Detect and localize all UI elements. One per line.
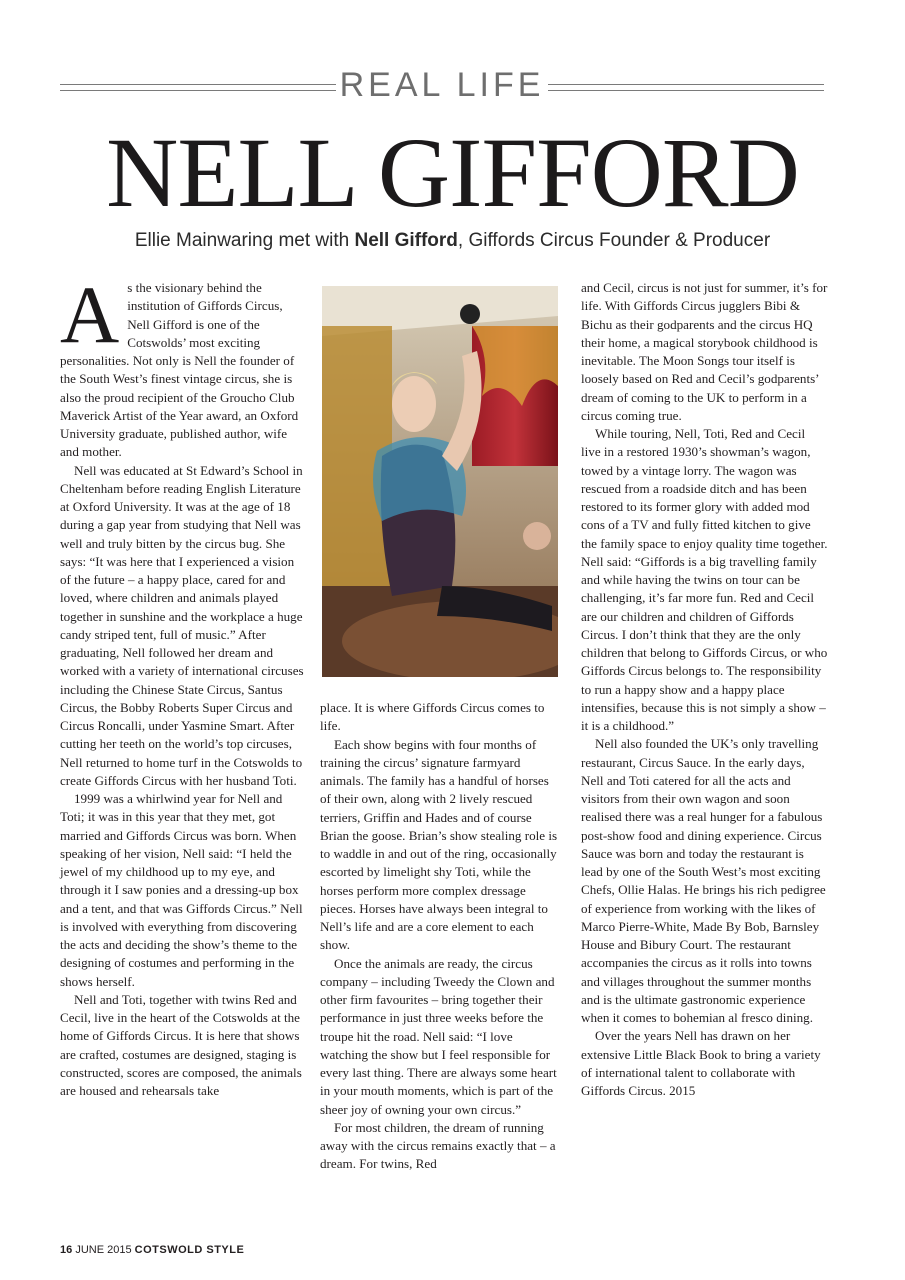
standfirst: [0, 230, 905, 252]
page-number: 16: [60, 1244, 73, 1256]
photo-nell-gifford-performing: [322, 286, 558, 677]
paragraph: Nell and Toti, together with twins Red and Cecil, live in the heart of the Cotswolds at the home of Giffords Circus. It is here that shows are crafted, costumes are designed, staging is constructed, scores are composed, the animals are housed and rehearsals take: [60, 991, 302, 1098]
magazine-name: COTSWOLD STYLE: [134, 1244, 245, 1256]
column-3: [581, 279, 828, 1100]
section-rule-right: [548, 84, 824, 85]
column-2: [320, 699, 563, 1174]
photo-illustration: [322, 286, 558, 677]
standfirst-before: Ellie Mainwaring met with: [134, 230, 355, 251]
paragraph: place. It is where Giffords Circus comes to life.: [320, 700, 545, 734]
standfirst-after: , Giffords Circus Founder & Producer: [457, 230, 771, 251]
paragraph: Nell was educated at St Edward’s School in Cheltenham before reading English Literature at Oxford University. It was at the age of 18 during a gap year from studying that Nell was well and truly bitten by the circus bug. She says: “It was here that I experienced a vision of the future – a happy place, cared for and loved, where children and animals played together in sunshine and the workplace a huge candy striped tent, full of music.” After graduating, Nell followed her dream and worked with a variety of international circuses including the Chinese State Circus, Santus Circus, the Bobby Roberts Super Circus and Circus Roncalli, under Yasmine Smart. After cutting her teeth on the world’s top circuses, Nell returned to home turf in the Cotswolds to create Giffords Circus with her husband Toti.: [60, 462, 304, 788]
paragraph: Nell also founded the UK’s only travelling restaurant, Circus Sauce. In the early days, Nell and Toti catered for all the acts and visitors from their own wagon and soon realised there was a real hunger for a fabulous post-show food and dining experience. Circus Sauce was born and today the restaurant is lead by one of the South West’s most exciting Chefs, Ollie Halas. He brings his rich pedigree of experience from working with the likes of Marco Pierre-White, Made By Bob, Barnsley House and Bibury Court. The restaurant accompanies the circus as it rolls into towns and villages throughout the summer months and is the ultimate gastronomic experience when it comes to bohemian al fresco dining.: [581, 736, 826, 1025]
paragraph-text: s the visionary behind the institution of Giffords Circus, Nell Gifford is one of the Cotswolds’ most exciting personalities. Not only is Nell the founder of the South West’s finest vintage circus, she is also the proud recipient of the Groucho Club Maverick Artist of the Year award, an Oxford University graduate, published author, wife and mother.: [60, 280, 299, 460]
paragraph: and Cecil, circus is not just for summer, it’s for life. With Giffords Circus jugglers Bibi & Bichu as their godparents and the circus HQ their home, a magical storybook childhood is inevitable. The Moon Songs tour itself is loosely based on Red and Cecil’s godparents’ dream of coming to the UK to perform in a circus coming true.: [581, 280, 828, 423]
column-1: [60, 269, 305, 1100]
page-footer: [60, 1244, 244, 1256]
drop-cap: A: [60, 269, 120, 360]
paragraph: [60, 269, 305, 462]
paragraph: 1999 was a whirlwind year for Nell and Toti; it was in this year that they met, got married and Giffords Circus was born. When speaking of her vision, Nell said: “I held the jewel of my childhood up to my eye, and through it I saw ponies and a dressing-up box and a tent, and that was Giffords Circus.” Nell is involved with everything from discovering the acts and deciding the show’s theme to the designing of costumes and performing in the shows herself.: [60, 791, 303, 989]
paragraph: While touring, Nell, Toti, Red and Cecil live in a restored 1930’s showman’s wagon, towed by a vintage lorry. The wagon was rescued from a roadside ditch and has been restored to its former glory with added mod cons of a TV and fully fitted kitchen to give the family space to enjoy quality time together. Nell said: “Giffords is a big travelling family and while having the twins on tour can be challenging, it’s far more fun. Red and Cecil are our children and children of Giffords Circus. I don’t think that they are the only children that belong to Giffords Circus, or who Giffords Circus belongs to. The responsibility to run a happy show and a happy place intensifies, because this is not simply a show – it is a childhood.”: [581, 426, 828, 733]
headline: NELL GIFFORD: [106, 117, 799, 228]
section-label: REAL LIFE: [339, 66, 545, 104]
standfirst-name: Nell Gifford: [354, 230, 458, 251]
issue-date: JUNE 2015: [75, 1244, 132, 1256]
section-header: [60, 66, 824, 106]
paragraph: For most children, the dream of running away with the circus remains exactly that – a dream. For twins, Red: [320, 1119, 556, 1172]
paragraph: Each show begins with four months of training the circus’ signature farmyard animals. The family has a handful of horses of their own, along with 2 lively rescued terriers, Griffin and Hades and of course Brian the goose. Brian’s show stealing role is to waddle in and out of the ring, occasionally escorted by limelight shy Toti, while the horses perform more complex dressage pieces. Horses have always been integral to Nell’s life and are a core element to each show.: [320, 736, 558, 953]
paragraph: Once the animals are ready, the circus company – including Tweedy the Clown and other firm favourites – bring together their performance in just three weeks before the troupe hit the road. Nell said: “I love watching the show but I feel responsible for every last thing. There are always some heart in your mouth moments, which is part of the sheer joy of owning your own circus.”: [320, 955, 557, 1117]
paragraph: Over the years Nell has drawn on her extensive Little Black Book to bring a variety of international talent to collaborate with Giffords Circus. 2015: [581, 1028, 821, 1098]
